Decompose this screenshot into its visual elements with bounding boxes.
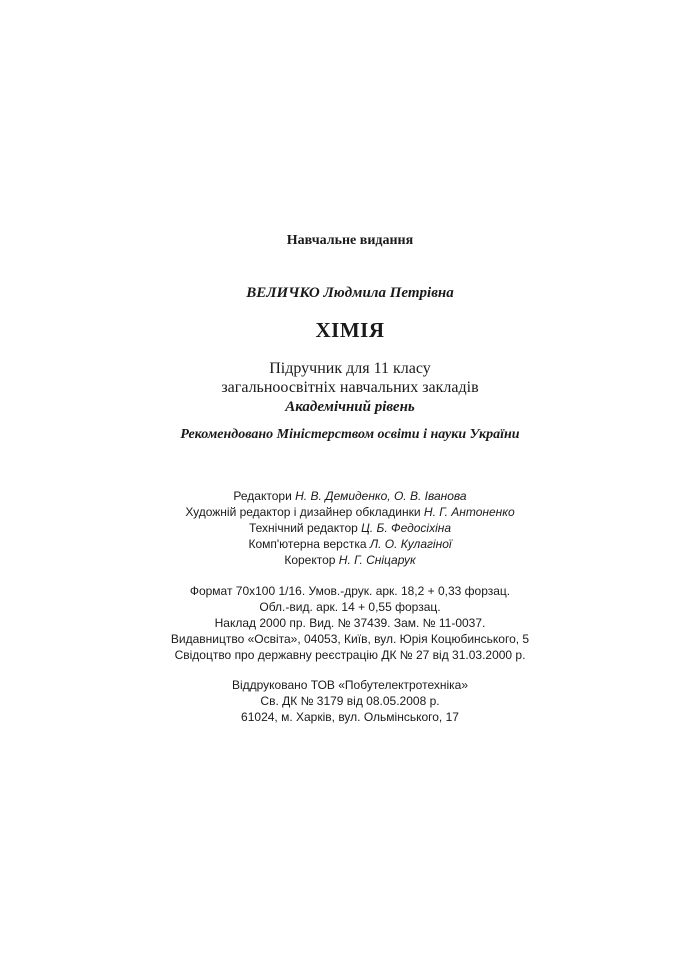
printer-line: Віддруковано ТОВ «Побутелектротехніка» [231,678,469,692]
publisher-line: Видавництво «Освіта», 04053, Київ, вул. Юрія Коцюбинського, 5 [170,632,530,646]
academic-level: Академічний рівень [285,399,415,415]
credit-label: Коректор [284,553,336,567]
format-line: Обл.-вид. арк. 14 + 0,55 форзац. [259,600,441,614]
format-line: Формат 70х100 1/16. Умов.-друк. арк. 18,2 + 0,33 форзац. [189,584,511,598]
credit-label: Комп'ютерна верстка [248,537,367,551]
printer-line: Св. ДК № 3179 від 08.05.2008 р. [260,694,440,708]
credit-names: Н. Г. Антоненко [423,505,515,519]
credit-label: Технічний редактор [248,521,358,535]
credit-line-proofreader [0,553,700,567]
book-title: ХІМІЯ [315,318,385,342]
credit-line-editors [0,489,700,503]
author-name: ВЕЛИЧКО Людмила Петрівна [246,285,454,301]
recommendation: Рекомендовано Міністерством освіти і науки України [180,427,520,442]
credit-line-layout [0,537,700,551]
credit-names: Ц. Б. Федосіхіна [361,521,452,535]
format-line: Наклад 2000 пр. Вид. № 37439. Зам. № 11-0037. [214,616,486,630]
credit-names: Н. В. Демиденко, О. В. Іванова [295,489,467,503]
subtitle-line-1: Підручник для 11 класу [269,360,431,377]
publisher-line: Свідоцтво про державну реєстрацію ДК № 27 від 31.03.2000 р. [174,648,526,662]
credit-names: Н. Г. Сніцарук [338,553,416,567]
edition-type: Навчальне видання [286,233,414,248]
credit-label: Художній редактор і дизайнер обкладинки [185,505,421,519]
subtitle-line-2: загальноосвітніх навчальних закладів [221,379,479,396]
credit-line-art-editor [0,505,700,519]
credit-line-tech-editor [0,521,700,535]
credit-label: Редактори [233,489,292,503]
credit-names: Л. О. Кулагіної [369,537,452,551]
printer-line: 61024, м. Харків, вул. Ольмінського, 17 [241,710,459,724]
